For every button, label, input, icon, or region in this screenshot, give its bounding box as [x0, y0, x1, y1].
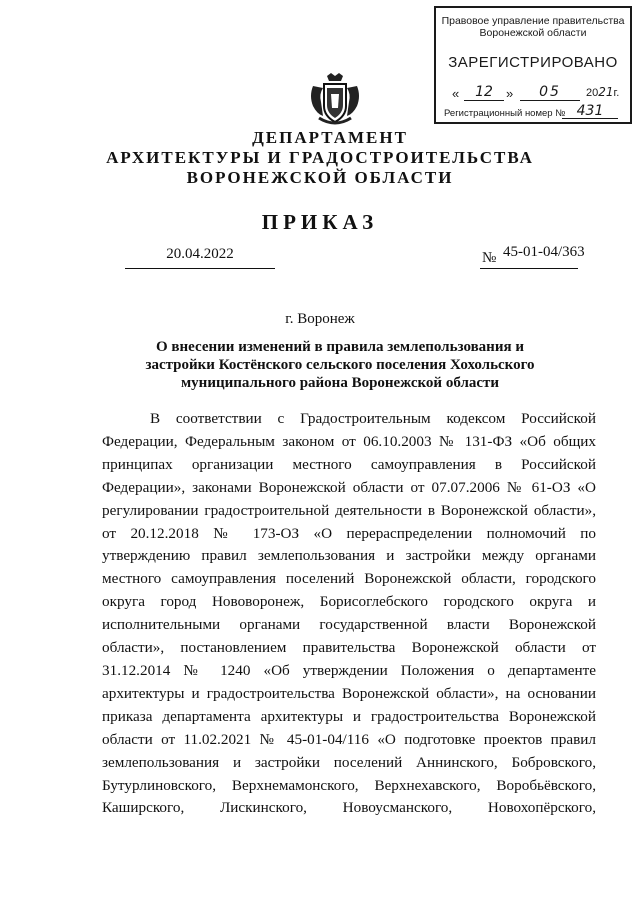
body-line: области», постановлением правительства Воронежской области от: [102, 639, 596, 657]
stamp-authority-line2: Воронежской области: [479, 27, 587, 39]
order-date: 20.04.2022: [166, 246, 234, 262]
coat-of-arms-emblem: [305, 72, 365, 128]
stamp-year-suffix: 21: [598, 85, 614, 99]
body-line: Федерации», законами Воронежской области от 07.07.2006 № 61-ОЗ «О: [102, 478, 596, 496]
body-line: исполнительными органами государственной власти Воронежской: [102, 616, 596, 634]
body-line: Каширского, Лискинского, Новоусманского, Новохопёрского,: [102, 799, 596, 817]
body-line: землепользования и застройки поселений Аннинского, Бобровского,: [102, 753, 596, 771]
department-title-line3: ВОРОНЕЖСКОЙ ОБЛАСТИ: [186, 168, 454, 187]
stamp-year-prefix: 20: [586, 87, 599, 99]
order-number-sign: №: [482, 250, 497, 266]
body-line: области от 11.02.2021 № 45-01-04/116 «О подготовке проектов правил: [102, 730, 596, 748]
body-line: округа город Нововоронеж, Борисоглебского городского округа и: [102, 593, 596, 611]
body-text: [102, 408, 596, 820]
stamp-year-end: г.: [613, 87, 620, 99]
stamp-month-underline: [520, 100, 580, 101]
body-line: регулировании градостроительной деятельности в Воронежской области»,: [102, 501, 596, 519]
city: г. Воронеж: [285, 311, 355, 327]
body-line: Федерации, Федеральным законом от 06.10.2003 № 131-ФЗ «Об общих: [102, 432, 596, 450]
department-title-line2: АРХИТЕКТУРЫ И ГРАДОСТРОИТЕЛЬСТВА: [106, 148, 534, 167]
stamp-quote-close: »: [506, 86, 514, 101]
order-number: 45-01-04/363: [503, 244, 585, 260]
body-line: архитектуры и градостроительства Воронежской области», на основании: [102, 684, 596, 702]
body-line: местного самоуправления поселений Воронежской области, городского: [102, 570, 596, 588]
order-number-underline: [480, 268, 578, 269]
body-line: утверждению правил землепользования и застройки между органами: [102, 547, 596, 565]
body-line: Бутурлиновского, Верхнемамонского, Верхнехавского, Воробьёвского,: [102, 776, 596, 794]
order-title: О внесении изменений в правила землепользования и застройки Костёнского сельского поселения Хохольского муниципального района Воронежской области: [145, 339, 535, 391]
document-type-heading: ПРИКАЗ: [261, 210, 379, 234]
stamp-registered-label: ЗАРЕГИСТРИРОВАНО: [448, 54, 618, 71]
stamp-month: 05: [539, 84, 561, 100]
body-line: приказа департамента архитектуры и градостроительства Воронежской: [102, 707, 596, 725]
order-date-underline: [125, 268, 275, 269]
stamp-authority-line1: Правовое управление правительства: [441, 15, 625, 27]
stamp-day: 12: [475, 84, 493, 100]
stamp-date: [450, 84, 622, 104]
body-line: от 20.12.2018 № 173-ОЗ «О перераспределении полномочий по: [102, 524, 596, 542]
body-line: принципах организации местного самоуправления в Российской: [102, 455, 596, 473]
registration-stamp: [434, 6, 632, 124]
stamp-year: [586, 85, 619, 99]
stamp-day-underline: [464, 100, 504, 101]
body-line: В соответствии с Градостроительным кодексом Российской: [150, 410, 596, 427]
department-title-line1: ДЕПАРТАМЕНТ: [252, 128, 408, 147]
stamp-reg-number-label: Регистрационный номер №: [444, 108, 566, 119]
stamp-quote-open: «: [452, 86, 460, 101]
stamp-reg-number: 431: [562, 104, 618, 119]
body-line: 31.12.2014 № 1240 «Об утверждении Положения о департаменте: [102, 661, 596, 679]
